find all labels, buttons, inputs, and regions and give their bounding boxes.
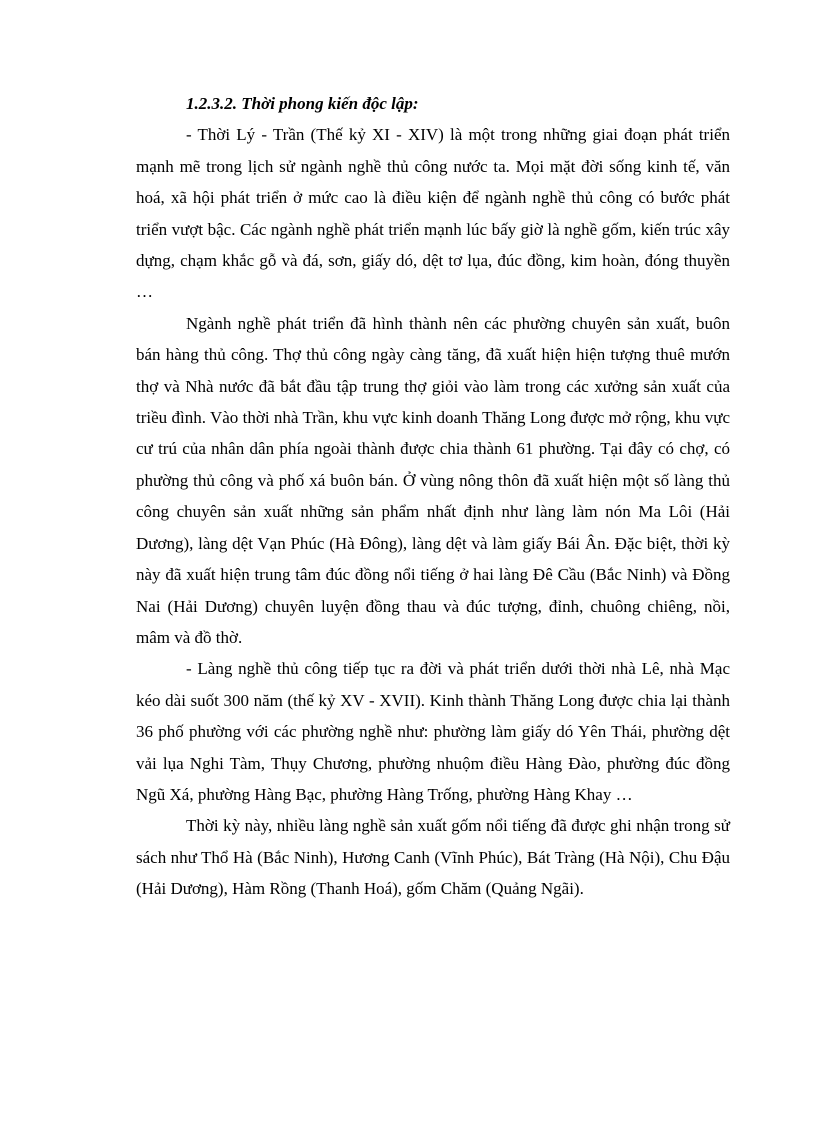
document-page bbox=[136, 88, 730, 905]
section-heading: 1.2.3.2. Thời phong kiến độc lập: bbox=[186, 94, 419, 113]
paragraph-guilds: Ngành nghề phát triển đã hình thành nên các phường chuyên sản xuất, buôn bán hàng thủ công. Thợ thủ công ngày càng tăng, đã xuất hiện hiện tượng thuê mướn thợ và Nhà nước đã bắt đầu tập trung thợ giỏi vào làm trong các xưởng sản xuất của triều đình. Vào thời nhà Trần, khu vực kinh doanh Thăng Long được mở rộng, khu vực cư trú của nhân dân phía ngoài thành được chia thành 61 phường. Tại đây có chợ, có phường thủ công và phố xá buôn bán. Ở vùng nông thôn đã xuất hiện một số làng thủ công chuyên sản xuất những sản phẩm nhất định như làng làm nón Ma Lôi (Hải Dương), làng dệt Vạn Phúc (Hà Đông), làng dệt và làm giấy Bái Ân. Đặc biệt, thời kỳ này đã xuất hiện trung tâm đúc đồng nổi tiếng ở hai làng Đê Cầu (Bắc Ninh) và Đồng Nai (Hải Dương) chuyên luyện đồng thau và đúc tượng, đỉnh, chuông chiêng, nồi, mâm và đồ thờ. bbox=[136, 313, 730, 647]
paragraph-le-mac: - Làng nghề thủ công tiếp tục ra đời và phát triển dưới thời nhà Lê, nhà Mạc kéo dài suốt 300 năm (thế kỷ XV - XVII). Kinh thành Thăng Long được chia lại thành 36 phố phường với các phường nghề như: phường làm giấy dó Yên Thái, phường dệt vải lụa Nghi Tàm, Thụy Chương, phường nhuộm điều Hàng Đào, phường đúc đồng Ngũ Xá, phường Hàng Bạc, phường Hàng Trống, phường Hàng Khay … bbox=[136, 659, 730, 804]
paragraph-ly-tran: - Thời Lý - Trần (Thế kỷ XI - XIV) là một trong những giai đoạn phát triển mạnh mẽ trong lịch sử ngành nghề thủ công nước ta. Mọi mặt đời sống kinh tế, văn hoá, xã hội phát triển ở mức cao là điều kiện để ngành nghề thủ công có bước phát triển vượt bậc. Các ngành nghề phát triển mạnh lúc bấy giờ là nghề gốm, kiến trúc xây dựng, chạm khắc gỗ và đá, sơn, giấy dó, dệt tơ lụa, đúc đồng, kim hoàn, đóng thuyền … bbox=[136, 125, 730, 302]
paragraph-ceramics: Thời kỳ này, nhiều làng nghề sản xuất gốm nổi tiếng đã được ghi nhận trong sử sách như Thổ Hà (Bắc Ninh), Hương Canh (Vĩnh Phúc), Bát Tràng (Hà Nội), Chu Đậu (Hải Dương), Hàm Rồng (Thanh Hoá), gốm Chăm (Quảng Ngãi). bbox=[136, 816, 730, 899]
